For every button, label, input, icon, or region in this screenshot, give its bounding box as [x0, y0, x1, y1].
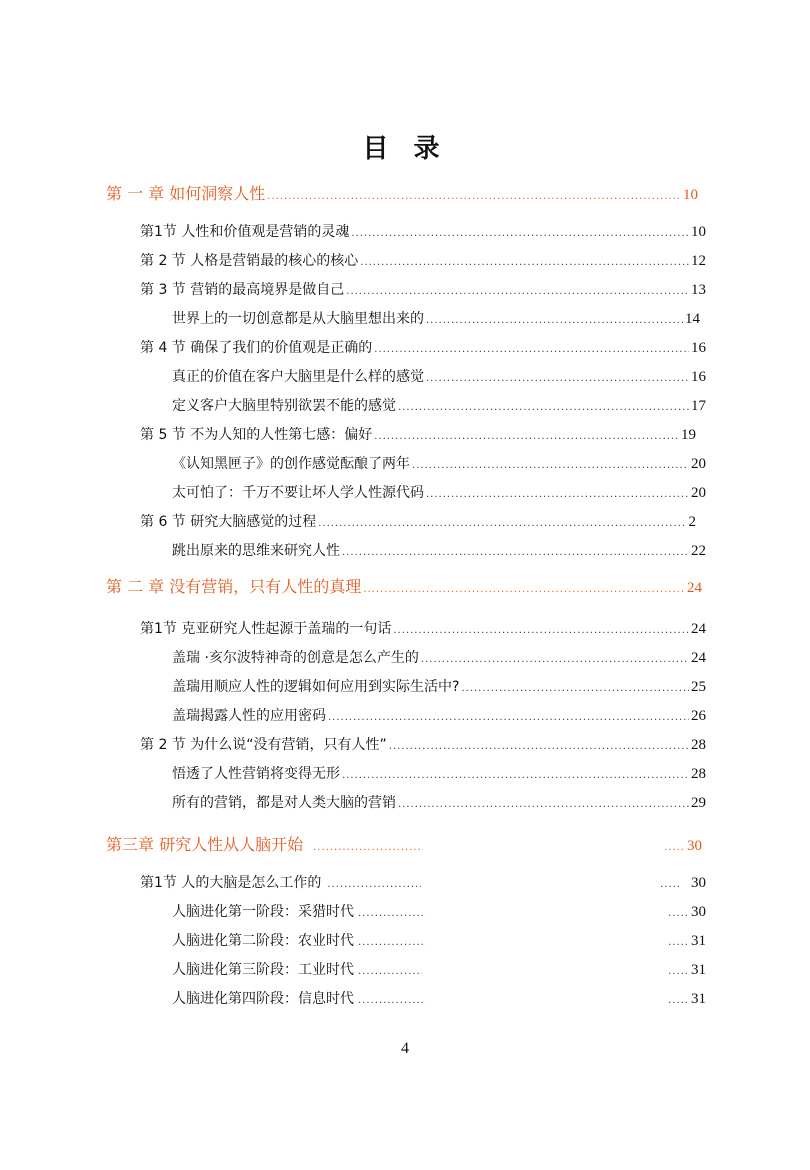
toc-page: 13	[691, 282, 706, 298]
toc-subsection[interactable]	[172, 960, 706, 982]
toc-section[interactable]	[140, 619, 706, 641]
toc-label: 人脑进化第二阶段：农业时代	[172, 933, 354, 949]
toc-page: 31	[691, 991, 706, 1007]
toc-chapter[interactable]	[106, 184, 698, 207]
dot-leader	[374, 340, 689, 360]
toc-section[interactable]	[140, 425, 696, 447]
toc-page: 31	[691, 933, 706, 949]
toc-label: 第 5 节 不为人知的人性第七感：偏好	[140, 427, 373, 443]
dot-leader	[360, 253, 689, 273]
dot-leader	[389, 737, 689, 757]
toc-page: 14	[685, 311, 700, 327]
toc-label: 第 2 节 人格是营销最的核心的核心	[140, 253, 359, 269]
toc-page: 24	[687, 580, 702, 596]
toc-label: 盖瑞揭露人性的应用密码	[172, 708, 326, 724]
toc-page: 20	[691, 456, 706, 472]
toc-section[interactable]	[140, 735, 706, 757]
toc-chapter[interactable]	[106, 835, 702, 858]
toc-label: 第 4 节 确保了我们的价值观是正确的	[140, 340, 373, 356]
toc-subsection[interactable]	[172, 541, 706, 563]
dot-leader	[664, 838, 685, 858]
toc-page: 28	[691, 737, 706, 753]
dot-leader	[358, 904, 426, 924]
dot-leader	[660, 875, 681, 895]
dot-leader	[358, 962, 422, 982]
toc-section[interactable]	[140, 512, 696, 534]
dot-leader	[461, 679, 689, 699]
toc-subsection[interactable]	[172, 396, 706, 418]
toc-page: 12	[691, 253, 706, 269]
toc-section[interactable]	[140, 222, 706, 244]
toc-subsection[interactable]	[172, 706, 706, 728]
toc-label: 第 一 章 如何洞察人性	[106, 184, 266, 203]
dot-leader	[313, 838, 423, 858]
dot-leader	[346, 282, 689, 302]
toc-label: 第 2 节 为什么说“没有营销，只有人性”	[140, 737, 387, 753]
dot-leader	[426, 311, 683, 331]
toc-label: 《认知黑匣子》的创作感觉酝酿了两年	[172, 456, 410, 472]
toc-label: 跳出原来的思维来研究人性	[172, 543, 340, 559]
toc-subsection[interactable]	[172, 483, 706, 505]
dot-leader	[421, 650, 689, 670]
dot-leader	[398, 398, 689, 418]
dot-leader	[351, 224, 689, 244]
toc-page: 22	[691, 543, 706, 559]
dot-leader	[412, 456, 689, 476]
toc-page: 10	[691, 224, 706, 240]
toc-section[interactable]	[140, 338, 706, 360]
toc-label: 第 6 节 研究大脑感觉的过程	[140, 514, 317, 530]
toc-label: 悟透了人性营销将变得无形	[172, 766, 340, 782]
toc-page: 25	[691, 679, 706, 695]
dot-leader	[358, 933, 426, 953]
toc-page: 2	[688, 514, 696, 530]
toc-subsection[interactable]	[172, 454, 706, 476]
dot-leader	[328, 708, 689, 728]
page-number: 4	[401, 1040, 409, 1057]
dot-leader	[393, 621, 689, 641]
toc-label: 第三章 研究人性从人脑开始	[106, 835, 304, 854]
toc-label: 盖瑞用顺应人性的逻辑如何应用到实际生活中?	[172, 679, 460, 695]
toc-page: 10	[683, 187, 698, 203]
toc-label: 太可怕了：千万不要让坏人学人性源代码	[172, 485, 424, 501]
toc-page: 30	[691, 904, 706, 920]
toc-subsection[interactable]	[172, 989, 706, 1011]
toc-page: 24	[691, 621, 706, 637]
toc-page: 19	[681, 427, 696, 443]
dot-leader	[363, 580, 685, 600]
toc-subsection[interactable]	[172, 677, 706, 699]
toc-subsection[interactable]	[172, 367, 706, 389]
toc-page: 16	[691, 369, 706, 385]
dot-leader	[374, 427, 679, 447]
dot-leader	[327, 875, 421, 895]
toc-page: 17	[691, 398, 706, 414]
dot-leader	[668, 933, 689, 953]
toc-chapter[interactable]	[106, 577, 702, 600]
page-title: 目 录	[362, 134, 448, 164]
toc-page: 26	[691, 708, 706, 724]
toc-page: 30	[687, 838, 702, 854]
toc-label: 第 3 节 营销的最高境界是做自己	[140, 282, 345, 298]
toc-label: 定义客户大脑里特别欲罢不能的感觉	[172, 398, 396, 414]
toc-section[interactable]	[140, 251, 706, 273]
toc-subsection[interactable]	[172, 793, 706, 815]
toc-label: 盖瑞 ·亥尔波特神奇的创意是怎么产生的	[172, 650, 419, 666]
toc-label: 第1节 克亚研究人性起源于盖瑞的一句话	[140, 621, 392, 637]
dot-leader	[668, 962, 689, 982]
toc-page: 29	[691, 795, 706, 811]
toc-label: 人脑进化第四阶段：信息时代	[172, 991, 354, 1007]
dot-leader	[426, 369, 689, 389]
dot-leader	[668, 991, 689, 1011]
toc-label: 所有的营销，都是对人类大脑的营销	[172, 795, 396, 811]
toc-subsection[interactable]	[172, 931, 706, 953]
toc-page: 16	[691, 340, 706, 356]
dot-leader	[267, 187, 681, 207]
toc-label: 人脑进化第一阶段：采猎时代	[172, 904, 354, 920]
toc-subsection[interactable]	[172, 309, 700, 331]
toc-section[interactable]	[140, 873, 706, 895]
toc-subsection[interactable]	[172, 902, 706, 924]
toc-subsection[interactable]	[172, 764, 706, 786]
toc-page: 30	[691, 875, 706, 891]
dot-leader	[342, 766, 689, 786]
toc-page: 31	[691, 962, 706, 978]
dot-leader	[668, 904, 689, 924]
dot-leader	[358, 991, 426, 1011]
toc-label: 第1节 人的大脑是怎么工作的	[140, 875, 322, 891]
toc-label: 世界上的一切创意都是从大脑里想出来的	[172, 311, 424, 327]
dot-leader	[318, 514, 686, 534]
toc-subsection[interactable]	[172, 648, 706, 670]
toc-label: 第1节 人性和价值观是营销的灵魂	[140, 224, 350, 240]
toc-section[interactable]	[140, 280, 706, 302]
dot-leader	[398, 795, 689, 815]
toc-page: 28	[691, 766, 706, 782]
toc-label: 真正的价值在客户大脑里是什么样的感觉	[172, 369, 424, 385]
toc-label: 第 二 章 没有营销，只有人性的真理	[106, 577, 362, 596]
dot-leader	[426, 485, 689, 505]
toc-label: 人脑进化第三阶段：工业时代	[172, 962, 354, 978]
dot-leader	[342, 543, 689, 563]
toc-page: 24	[691, 650, 706, 666]
toc-page: 20	[691, 485, 706, 501]
